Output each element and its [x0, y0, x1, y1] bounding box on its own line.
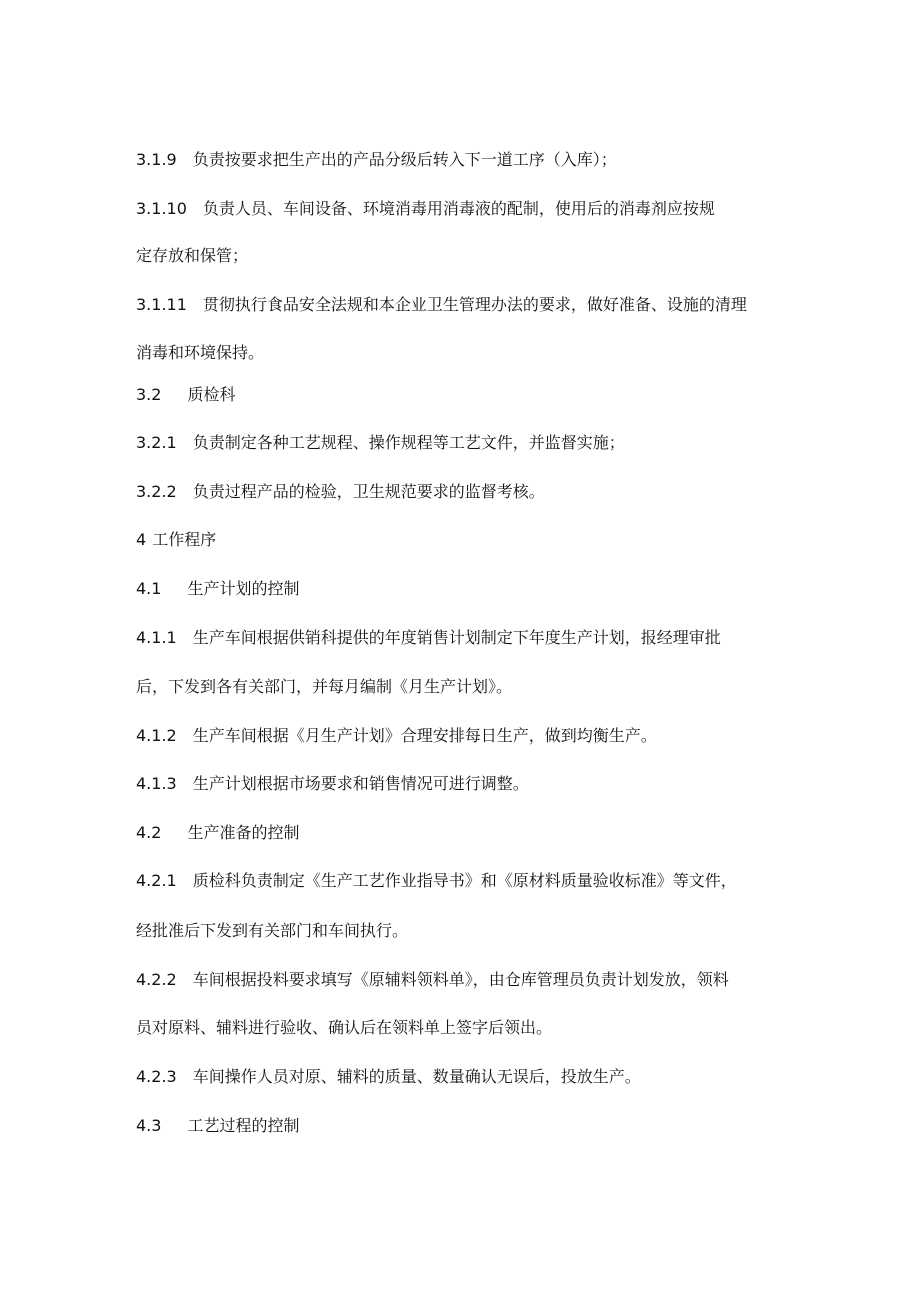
- clause-3-1-9: [136, 149, 617, 171]
- clause-4-1-3: [136, 773, 529, 795]
- clause-text: 质检科: [187, 385, 236, 404]
- clause-number: 4: [136, 530, 147, 549]
- clause-text: 车间根据投料要求填写《原辅料领料单》，由仓库管理员负责计划发放，领料: [192, 970, 729, 989]
- clause-number: 4.1: [136, 579, 162, 598]
- clause-number: 3.2: [136, 385, 162, 404]
- clause-text: 负责制定各种工艺规程、操作规程等工艺文件，并监督实施；: [192, 433, 625, 452]
- clause-number: 4.2.1: [136, 871, 177, 890]
- section-3-2-heading: [136, 384, 235, 406]
- clause-4-1-2: [136, 725, 657, 747]
- clause-number: 3.1.10: [136, 199, 187, 218]
- clause-text: 贯彻执行食品安全法规和本企业卫生管理办法的要求，做好准备、设施的清理: [202, 295, 747, 314]
- clause-text: 员对原料、辅料进行验收、确认后在领料单上签字后领出。: [136, 1018, 553, 1037]
- clause-3-1-11: [136, 294, 747, 316]
- clause-3-1-10-continued: [136, 245, 248, 267]
- clause-text: 负责按要求把生产出的产品分级后转入下一道工序（入库）；: [192, 150, 617, 169]
- clause-number: 4.1.1: [136, 628, 177, 647]
- section-4-2-heading: [136, 822, 299, 844]
- clause-number: 4.1.3: [136, 774, 177, 793]
- clause-4-2-1-continued: [136, 920, 408, 942]
- clause-3-2-1: [136, 432, 625, 454]
- clause-number: 3.2.2: [136, 482, 177, 501]
- clause-text: 工艺过程的控制: [187, 1116, 300, 1135]
- clause-text: 生产计划的控制: [187, 579, 300, 598]
- clause-number: 4.1.2: [136, 726, 177, 745]
- clause-text: 生产准备的控制: [187, 823, 300, 842]
- clause-4-1-1-continued: [136, 676, 512, 698]
- clause-number: 4.3: [136, 1116, 162, 1135]
- clause-4-1-1: [136, 627, 721, 649]
- clause-text: 负责人员、车间设备、环境消毒用消毒液的配制，使用后的消毒剂应按规: [202, 199, 715, 218]
- section-4-1-heading: [136, 578, 299, 600]
- clause-text: 生产车间根据《月生产计划》合理安排每日生产，做到均衡生产。: [192, 726, 657, 745]
- section-4-3-heading: [136, 1115, 299, 1137]
- clause-text: 质检科负责制定《生产工艺作业指导书》和《原材料质量验收标准》等文件，: [192, 871, 737, 890]
- clause-4-2-2: [136, 969, 729, 991]
- clause-number: 3.1.11: [136, 295, 187, 314]
- clause-number: 4.2.3: [136, 1067, 177, 1086]
- clause-number: 3.2.1: [136, 433, 177, 452]
- clause-4-2-2-continued: [136, 1017, 552, 1039]
- clause-4-2-3: [136, 1066, 641, 1088]
- clause-text: 工作程序: [152, 530, 217, 549]
- clause-3-1-10: [136, 198, 715, 220]
- clause-text: 消毒和环境保持。: [136, 343, 265, 362]
- clause-text: 车间操作人员对原、辅料的质量、数量确认无误后，投放生产。: [192, 1067, 641, 1086]
- clause-4-2-1: [136, 870, 737, 892]
- clause-number: 3.1.9: [136, 150, 177, 169]
- clause-number: 4.2.2: [136, 970, 177, 989]
- section-4-heading: [136, 529, 216, 551]
- clause-text: 后，下发到各有关部门，并每月编制《月生产计划》。: [136, 677, 513, 696]
- clause-text: 经批准后下发到有关部门和车间执行。: [136, 921, 409, 940]
- clause-number: 4.2: [136, 823, 162, 842]
- clause-3-1-11-continued: [136, 342, 264, 364]
- clause-text: 负责过程产品的检验，卫生规范要求的监督考核。: [192, 482, 545, 501]
- clause-text: 生产计划根据市场要求和销售情况可进行调整。: [192, 774, 529, 793]
- clause-text: 生产车间根据供销科提供的年度销售计划制定下年度生产计划，报经理审批: [192, 628, 721, 647]
- clause-text: 定存放和保管；: [136, 246, 249, 265]
- clause-3-2-2: [136, 481, 545, 503]
